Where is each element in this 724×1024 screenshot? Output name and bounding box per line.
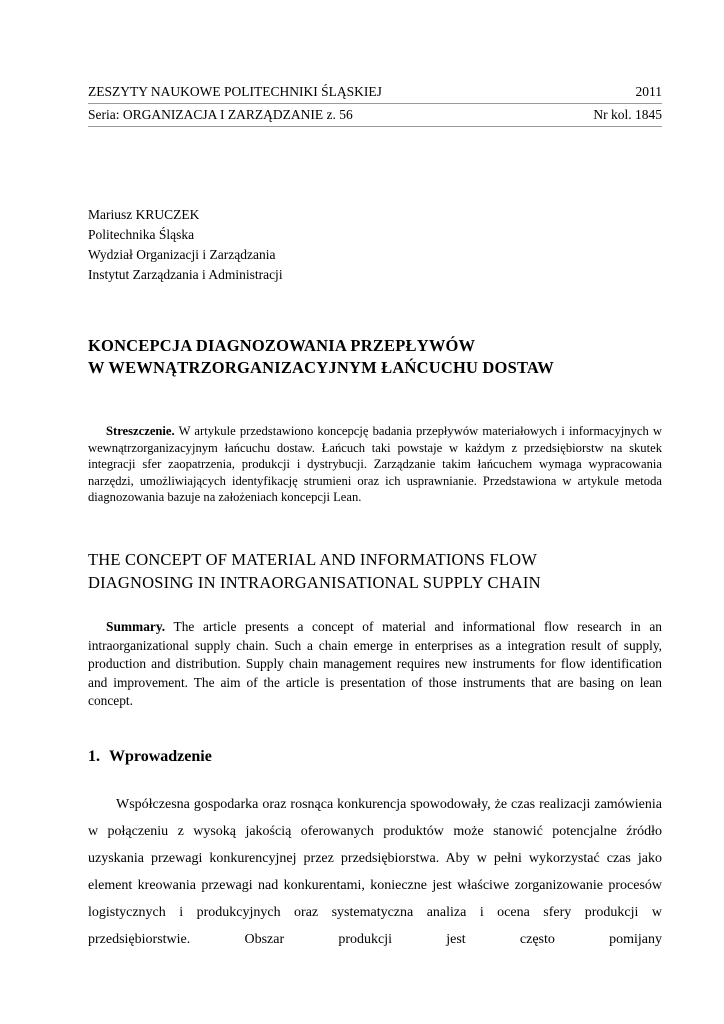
article-title-pl-line-1: KONCEPCJA DIAGNOZOWANIA PRZEPŁYWÓW (88, 336, 476, 355)
abstract-en-label: Summary. (106, 618, 166, 634)
abstract-pl (88, 423, 662, 506)
abstract-en (88, 618, 662, 711)
journal-series: Seria: ORGANIZACJA I ZARZĄDZANIE z. 56 (88, 107, 353, 122)
journal-year: 2011 (635, 84, 662, 99)
article-title-pl-line-2: W WEWNĄTRZORGANIZACYJNYM ŁAŃCUCHU DOSTAW (88, 358, 554, 377)
journal-name: ZESZYTY NAUKOWE POLITECHNIKI ŚLĄSKIEJ (88, 84, 382, 99)
abstract-en-text: The article presents a concept of material and informational flow research in an intraorganizational supply chain. Such a chain emerge in enterprises as a integration result of supply, production and distribution. Supply chain management requires new instruments for flow identification and improvement. The aim of the article is presentation of those instruments that are basing on lean concept. (88, 618, 662, 709)
header-row-1 (88, 84, 662, 104)
section-1-heading (88, 747, 662, 767)
abstract-pl-text: W artykule przedstawiono koncepcję badania przepływów materiałowych i informacyjnych w wewnątrzorganizacyjnym łańcuchu dostaw. Łańcuch taki powstaje w każdym z przedsiębiorstw na skutek integracji sfer zaopatrzenia, produkcji i dystrybucji. Zarządzanie takim łańcuchem wymaga wypracowania narzędzi, umożliwiających identyfikację strumieni oraz ich usprawnianie. Przedstawiona w artykule metoda diagnozowania bazuje na założeniach koncepcji Lean. (88, 424, 662, 505)
author-affiliation-institute: Instytut Zarządzania i Administracji (88, 267, 283, 282)
journal-issue-number: Nr kol. 1845 (593, 107, 662, 122)
article-title-en (88, 548, 662, 594)
journal-header (88, 84, 662, 127)
section-1-number: 1. (88, 747, 100, 765)
section-1-paragraph: Współczesna gospodarka oraz rosnąca konkurencja spowodowały, że czas realizacji zamówienia w połączeniu z wysoką jakością oferowanych produktów może stanowić potencjalne źródło uzyskania przewagi konkurencyjnej przez przedsiębiorstwa. Aby w pełni wykorzystać czas jako element kreowania przewagi nad konkurentami, konieczne jest właściwe zorganizowanie procesów logistycznych i produkcyjnych oraz systematyczna analiza i ocena sfery produkcji w przedsiębiorstwie. Obszar produkcji jest często pomijany (88, 796, 662, 947)
header-row-2 (88, 104, 662, 127)
article-title-en-line-2: DIAGNOSING IN INTRAORGANISATIONAL SUPPLY CHAIN (88, 572, 541, 592)
author-name: Mariusz KRUCZEK (88, 207, 200, 222)
article-title-en-line-1: THE CONCEPT OF MATERIAL AND INFORMATIONS FLOW (88, 549, 538, 569)
author-affiliation-faculty: Wydział Organizacji i Zarządzania (88, 247, 276, 262)
author-block (88, 205, 662, 285)
author-affiliation-university: Politechnika Śląska (88, 227, 195, 242)
abstract-pl-label: Streszczenie. (106, 424, 175, 438)
article-title-pl (88, 335, 662, 379)
section-1-title: Wprowadzenie (109, 747, 212, 765)
